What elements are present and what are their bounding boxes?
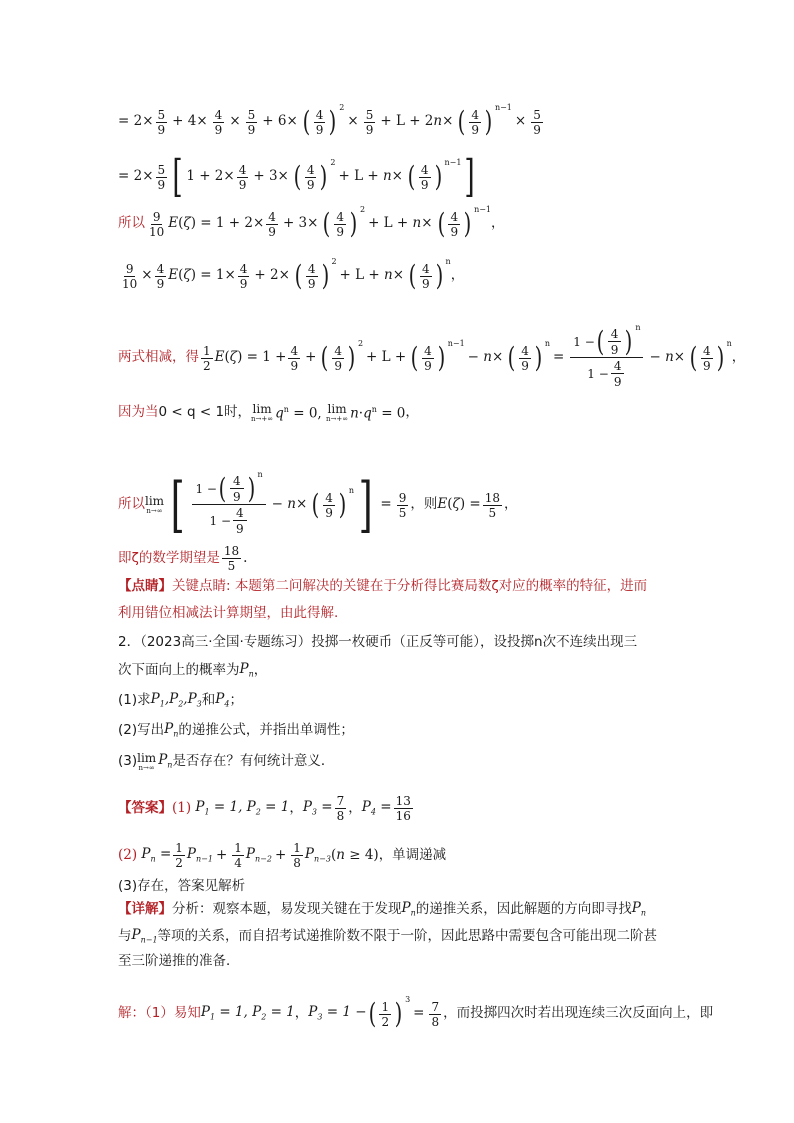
text: 因为当 <box>118 404 159 421</box>
question-2-line-2: 次下面向上的概率为 $P_n$ ， <box>118 661 268 679</box>
solution-text: ， <box>294 1005 309 1022</box>
equation-line-7: 所以 lim n→∞ [ 1 − ( $\frac{4}{9}$ ) n 1 − $\frac{4}{9}$ − n× ( $\frac{4}{9}$ ) n ] = $\frac{9}{5}$ ，则 E ( ζ ) = $\frac{18}{5}$ ， <box>118 470 518 540</box>
tip-text: 利用错位相减法计算期望，由此得解. <box>118 605 339 621</box>
detail-text: 至三阶递推的准备． <box>118 953 240 969</box>
detail-text: 的递推关系，因此解题的方向即寻找 <box>415 901 632 918</box>
text: ， <box>503 496 518 513</box>
question-2-part-1: (1)求 $P_1,P_2,P_3$ 和 $P_4$ ； <box>118 691 243 709</box>
question-2-part-2: (2)写出 $P_n$ 的递推公式，并指出单调性； <box>118 721 354 739</box>
detail-tag: 【详解】 <box>118 901 172 918</box>
equation-line-8: 即ζ的数学期望是 $\frac{18}{5}$ . <box>118 544 248 573</box>
answer-text: (2) <box>118 846 138 863</box>
tip-text: 关键点睛: 本题第二问解决的关键在于分析得比赛局数ζ对应的概率的特征，进而 <box>172 578 648 594</box>
detail-text: 与 <box>118 928 132 945</box>
tip-tag: 【点睛】 <box>118 578 172 594</box>
question-text: 的递推公式，并指出单调性； <box>178 722 354 739</box>
fraction: $\frac{4}{9}$ <box>214 107 223 137</box>
answer-line-1: 【答案】 (1) $P_1 = 1$, $P_2 = 1$ ， $P_3$ = $\frac{7}{8}$ ， $P_4$ = $\frac{13}{16}$ <box>118 794 411 823</box>
equation-line-3: 所以 $\frac{9}{10}$ E ( ζ ) = 1 + 2× $\frac{4}{9}$ + 3× ( $\frac{4}{9}$ ) 2 + L + n× ( $\frac{4}{9}$ ) n−1 ， <box>118 205 505 240</box>
question-text: 次下面向上的概率为 <box>118 662 240 679</box>
text: ，则 <box>410 496 438 513</box>
text: 0 < q < 1时， <box>158 404 252 421</box>
fraction: $\frac{5}{9}$ <box>247 107 256 137</box>
solution-text: 解：（1）易知 <box>118 1005 201 1022</box>
text: 即ζ的数学期望是 <box>118 549 220 566</box>
question-text: 2．（2023高三·全国·专题练习）投掷一枚硬币（正反等可能），设投掷n次不连续出现三 <box>118 634 638 650</box>
equation-line-5: 两式相减，得 $\frac{1}{2}$ E ( ζ ) = 1 + $\frac{4}{9}$ + ( $\frac{4}{9}$ ) 2 + L + ( $\frac{4}{9}$ ) n−1 − n× ( $\frac{4}{9}$ ) n = 1 − ( $\frac{4}{9}$ ) n 1 − $\frac{4}{9}$ − n× ( $\frac{4}{9}$ ) n ， <box>118 323 746 389</box>
tip-line-1 <box>118 580 694 594</box>
question-text: (1)求 <box>118 692 151 709</box>
answer-tag: 【答案】 <box>118 799 172 816</box>
text: 两式相减，得 <box>118 349 199 366</box>
answer-line-3 <box>118 880 694 894</box>
tip-line-2 <box>118 607 694 621</box>
equation-line-2: = 2× $\frac{5}{9}$ [ 1 + 2× $\frac{4}{9}$ + 3× ( $\frac{4}{9}$ ) 2 + L + n× ( $\frac{4}{9}$ ) n−1 ] <box>118 151 476 202</box>
detail-text: 分析：观察本题，易发现关键在于发现 <box>172 901 402 918</box>
detail-line-3 <box>118 955 694 969</box>
text: = 2× <box>118 168 154 185</box>
solution-text: ，而投掷四次时若出现连续三次反面向上，即 <box>443 1005 714 1022</box>
text: 所以 <box>118 496 145 513</box>
answer-line-2: (2) $P_n$ = $\frac{1}{2}$ $P_{n-1}$ + $\frac{1}{4}$ $P_{n-2}$ + $\frac{1}{8}$ $P_{n-3}$ (n ≥ 4) ，单调递减 <box>118 841 447 870</box>
question-2-line-1 <box>118 636 694 650</box>
detail-line-1: 【详解】 分析：观察本题，易发现关键在于发现 $P_n$ 的递推关系，因此解题的方向即寻找 $P_n$ <box>118 900 646 918</box>
question-text: (2)写出 <box>118 722 165 739</box>
detail-line-2: 与 $P_{n-1}$ 等项的关系，而自招考试递推阶数不限于一阶，因此思路中需要包含可能出现二阶甚 <box>118 927 658 945</box>
text: . <box>243 549 248 566</box>
text: ， <box>405 404 419 421</box>
answer-text: (3)存在，答案见解析 <box>118 878 246 894</box>
question-text: 是否存在？有何统计意义． <box>172 753 335 770</box>
text: ， <box>450 267 465 284</box>
detail-text: 等项的关系，而自招考试递推阶数不限于一阶，因此思路中需要包含可能出现二阶甚 <box>157 928 658 945</box>
question-text: ； <box>229 692 243 709</box>
answer-text: ，单调递减 <box>378 846 447 863</box>
text: = 2× <box>118 113 154 130</box>
solution-line-1: 解：（1）易知 $P_1 = 1$, $P_2 = 1$ ， $P_3 = 1$ − ( $\frac{1}{2}$ ) 3 = $\frac{7}{8}$ ，而投掷四次时若出现连续三次反面向上，即 <box>118 995 714 1030</box>
equation-line-6: 因为当 0 < q < 1时， lim n→+∞ $q^n = 0$, lim n→+∞ $n\cdot q^n = 0$ ， <box>118 402 419 423</box>
equation-line-1: = 2× $\frac{5}{9}$ + 4× $\frac{4}{9}$ × $\frac{5}{9}$ + 6× ( $\frac{4}{9}$ ) 2 × $\frac{5}{9}$ + L + 2n× ( $\frac{4}{9}$ ) n−1 × $\frac{5}{9}$ <box>118 103 541 138</box>
text: ， <box>731 349 746 366</box>
equation-line-4: $\frac{9}{10}$ × $\frac{4}{9}$ E ( ζ ) = 1× $\frac{4}{9}$ + 2× ( $\frac{4}{9}$ ) 2 + L + n× ( $\frac{4}{9}$ ) n ， <box>122 257 465 292</box>
fraction: $\frac{5}{9}$ <box>157 107 166 137</box>
question-2-part-3: (3) lim n→∞ $P_n$ 是否存在？有何统计意义． <box>118 751 335 772</box>
answer-text: (1) <box>172 799 192 816</box>
text: 所以 <box>118 215 145 232</box>
text: ， <box>491 215 505 232</box>
